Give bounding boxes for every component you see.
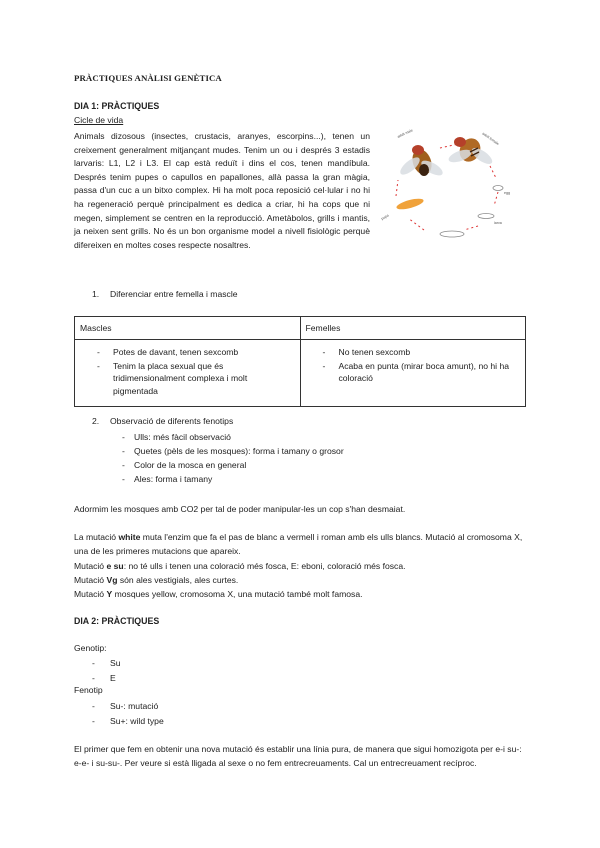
list-item: - Color de la mosca en general <box>122 460 247 470</box>
co2-paragraph: Adormim les mosques amb CO2 per tal de poder manipular-les un cop s'han desmaiat. <box>74 504 406 514</box>
list-item: - Su+: wild type <box>92 715 164 726</box>
pupa-icon <box>395 197 424 212</box>
label-egg: egg <box>504 191 510 195</box>
list-item: - E <box>92 672 116 683</box>
larva-large-icon <box>440 231 464 237</box>
list-item: - Acaba en punta (mirar boca amunt), no hi ha coloració <box>322 360 510 383</box>
list-item: - Ulls: més fàcil observació <box>122 432 231 442</box>
day1-heading: DIA 1: PRÀCTIQUES <box>74 101 160 111</box>
pure-line-paragraph: El primer que fem en obtenir una nova mutació és establir una línia pura, de manera que sigui homozigota per e-i su-: e-e- i su-su-. Per veure si està lligada al sexe o no fem entrecreuaments. Cal un entrecreuament recíproc. <box>74 744 522 769</box>
list-item: - Tenim la placa sexual que és tridimensionalment complexa i molt pigmentada <box>97 360 248 396</box>
lifecycle-subheading: Cicle de vida <box>74 115 124 125</box>
genotip-label: Genotip: <box>74 643 107 653</box>
egg-icon <box>493 186 503 191</box>
larva-small-icon <box>478 214 494 219</box>
table-cell-males <box>75 340 301 407</box>
list-item: - Su <box>92 658 121 668</box>
y-mutation-line: Mutació Y mosques yellow, cromosoma X, una mutació també molt famosa. <box>74 589 363 600</box>
fenotip-list <box>92 699 164 728</box>
day2-heading: DIA 2: PRÀCTIQUES <box>74 616 160 626</box>
sex-comparison-table <box>74 316 526 407</box>
list-item: - Quetes (pèls de les mosques): forma i tamany o grosor <box>122 446 344 456</box>
document-title: PRÀCTIQUES ANÀLISI GENÈTICA <box>74 73 222 83</box>
item-number: 1. <box>92 289 100 299</box>
fenotip-label: Fenotip <box>74 685 103 695</box>
esu-mutation-line: Mutació e su: no té ulls i tenen una coloració més fosca, E: eboni, coloració més fosca. <box>74 560 406 571</box>
drosophila-lifecycle-illustration <box>378 126 528 246</box>
genotip-list <box>92 656 121 685</box>
table-header-males: Mascles <box>75 317 301 340</box>
male-fly-icon <box>398 145 445 178</box>
table-header-females: Femelles <box>300 317 526 340</box>
label-adult-female: adult female <box>481 131 500 147</box>
item-number: 2. <box>92 416 100 426</box>
label-adult-male: adult male <box>396 128 414 139</box>
label-pupa: pupa <box>380 213 390 221</box>
table-cell-females <box>300 340 526 407</box>
lifecycle-paragraph: Animals dizosous (insectes, crustacis, aranyes, escorpins...), tenen un creixement generalment mitjançant mudes. Tenim un ou i després 3 estadis larvaris: L1, L2 i L3. El cap està reduït i dins el cos, tenen mandíbula. Després tenim pupes o capullos en papallones, allà passa la gran màgia, passa d'un cuc a un bitxo complex. Hi ha molt poca reposició cel·lular i no hi ha regeneració perquè principalment es dedica a criar, hi ha cops que ni megen, simplement se centren en la reproducció. Ametàbolos, grills i mantis, ja neixen sent grills. No és un bon organisme model a nivell fisiològic perquè difereixen en moltes coses respecte nosaltres. <box>74 131 370 250</box>
phenotype-sublist <box>122 430 344 486</box>
list-item: - No tenen sexcomb <box>322 347 411 357</box>
item-label: Diferenciar entre femella i mascle <box>110 289 238 299</box>
list-item: - Ales: forma i tamany <box>122 474 213 484</box>
female-fly-icon <box>447 135 495 167</box>
vg-mutation-line: Mutació Vg són ales vestigials, ales curtes. <box>74 574 239 585</box>
list-item: - Su-: mutació <box>92 701 159 711</box>
white-mutation-line: La mutació white muta l'enzim que fa el pas de blanc a vermell i roman amb els ulls blancs. Mutació al cromosoma X, una de les primeres mutacions que apareix. <box>74 532 523 557</box>
mutations-paragraph <box>74 530 528 601</box>
item-label: Observació de diferents fenotips <box>110 416 234 426</box>
list-item: - Potes de davant, tenen sexcomb <box>97 347 239 357</box>
label-larva: larva <box>494 221 502 225</box>
